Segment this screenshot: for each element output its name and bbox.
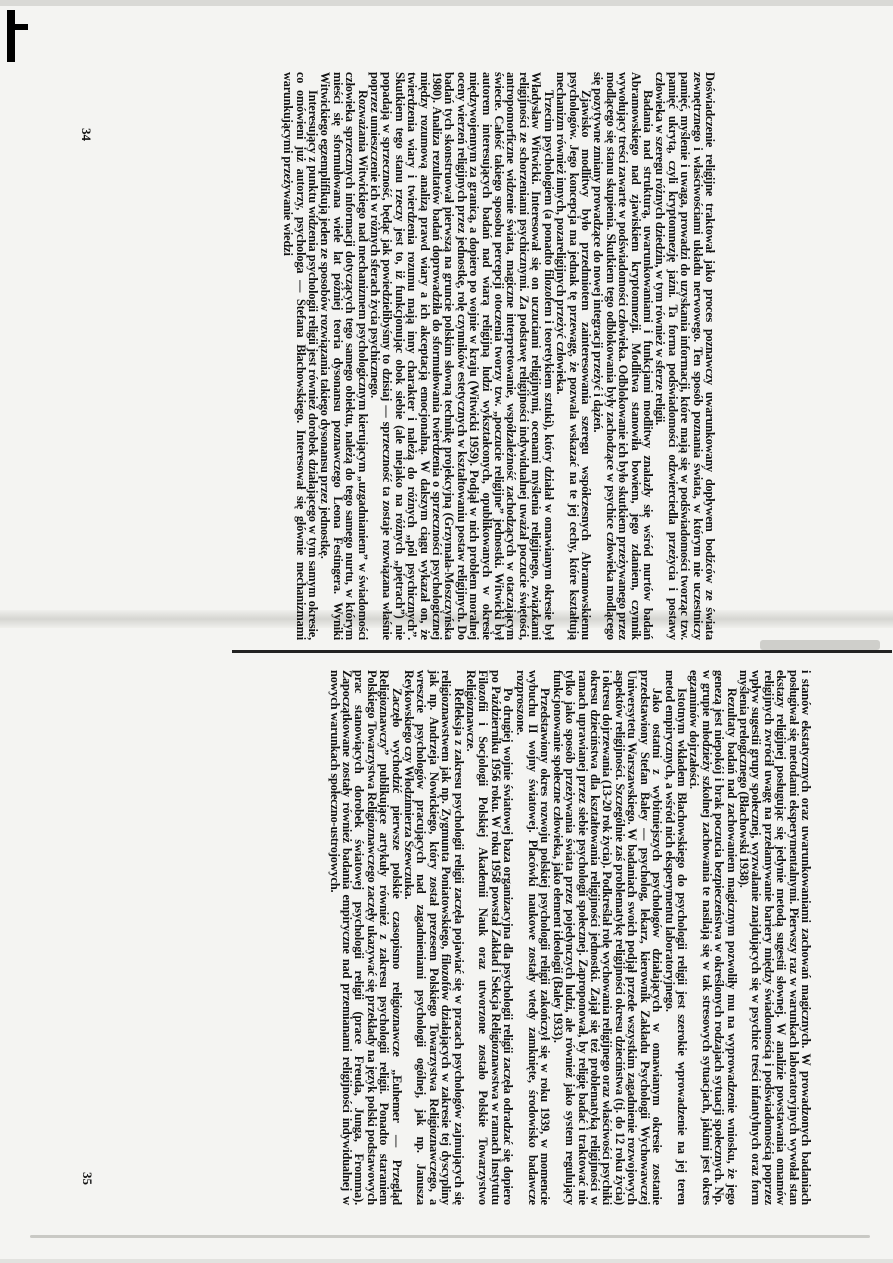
page-upper <box>118 72 716 640</box>
paragraph: Jako ostatni z wybitniejszych psychologów działających w omawianym okresie zostanie przedstawiony Stefan Baley — psycholog, lekarz, kierownik Zakładu Psychologii Wychowawczej Uniwersytetu Warszawskiego. W badaniach swoich podjął przede wszystkim zagadnienie rozwojowych aspektów religijności. Szczególnie zaś problematykę religijności okresu dzieciństwa (tj. do 12 roku życia) i okresu dojrzewania (13-20 rok życia). Podkreślał rolę wychowania religijnego oraz właściwości psychiki okresu dzieciństwa dla kształtowania religijności jednostki. Zajął się też problematyką religijności w ramach uprawianej przez siebie psychologii społecznej. Zaproponował, by religię badać i traktować nie tylko jako sposób przeżywania świata przez pojedynczych ludzi, ale również jako system regulujący funkcjonowanie społeczne człowieka, jako element ideologii (Baley 1933). <box>550 670 665 1205</box>
paragraph: Badania nad strukturą, uwarunkowaniami i funkcjami modlitwy znalazły się wśród nurtów badań Abramowskiego nad zjawiskiem kryptomnezji. Modlitwa stanowiła bowiem, jego zdaniem, czynnik wywołujący treści zawarte w podświadomości człowieka. Odblokowanie ich było skutkiem przeżywanego przez modlącego się stanu skupienia. Skutkiem tego odblokowania były zachodzące w psychice człowieka modlącego się pozytywne zmiany prowadzące do nowej integracji przeżyć i dążeń. <box>591 72 655 640</box>
scan-corner-tick <box>14 24 28 30</box>
paragraph: Interesujący z punktu widzenia psychologii religii jest również dorobek działającego w tym samym okresie, co omówieni już autorzy, psychologa — Stefana Błachowskiego. Interesował się głównie mechanizmami warunkującymi przeżywanie wiedzi <box>281 72 320 640</box>
paragraph: Po drugiej wojnie światowej baza organizacyjna dla psychologii religii zaczęła odradzać się dopiero po Październiku 1956 roku. W roku 1958 powstał Zakład i Sekcja Religioznawstwa w ramach Instytutu Filozofii i Socjologii Polskiej Akademii Nauk oraz utworzone zostało Polskie Towarzystwo Religioznawcze. <box>464 670 516 1205</box>
paragraph: Przedstawiony okres rozwoju polskiej psychologii religii zakończył się w roku 1939, w momencie wybuchu II wojny światowej. Placówki naukowe zostały wtedy zamknięte, środowisko badawcze rozproszone. <box>513 670 553 1205</box>
scan-edge-top <box>0 0 893 6</box>
paragraph: Rezultaty badań nad zachowaniem magicznym pozwoliły mu na wyprowadzenie wniosku, że jego genezą jest niepokój i brak poczucia bezpieczeństwa w określonych rodzajach sytuacji społecznych. Np. w grupie młodzieży szkolnej zachowania te nasilają się w tak stresowych sytuacjach, jakimi jest okres egzaminów dojrzałości. <box>687 670 739 1205</box>
paragraph: Doświadczenie religijne traktował jako proces poznawczy uwarunkowany dopływem bodźców ze świata zewnętrznego i właściwościami układu nerwowego. Ten sposób poznania świata, w którym nie uczestniczy pamięć, myślenie i uwaga, prowadzi do uzyskania informacji, które mają się w podświadomości tworząc tzw. pamięć ukrytą, czyli kryptomnezję jaźni. Ta forma podświadomości odzwierciedla przeżycia i postawy człowieka w szeregu różnych dziedzin, w tym również w sferze religii. <box>653 72 717 640</box>
page-fold-line <box>232 650 892 653</box>
page-number: 35 <box>80 1172 95 1185</box>
paragraph: Istotnym wkładem Błachowskiego do psychologii religii jest szerokie wprowadzenie na jej teren metod empirycznych, a wśród nich eksperymentu laboratoryjnego. <box>662 670 689 1205</box>
scan-corner-mark <box>7 10 15 62</box>
paragraph: Zjawisko modlitwy było przedmiotem zainteresowania szeregu współczesnych Abramowskiemu psychologów. Jego koncepcja ma jednak tę przewagę, że pozwala wskazać na te jej cechy, które kształtują mechanizm również innych, pozareligijnych przeżyć człowieka. <box>554 72 593 640</box>
scan-smudge-bottom <box>30 1235 870 1238</box>
scan-edge-bottom <box>0 1259 893 1263</box>
scan-smudge <box>760 640 880 650</box>
paragraph: Zaczęło wychodzić pierwsze polskie czasopismo religioznawcze „Euhemer — Przegląd Religioznawczy” publikujące artykuły również z zakresu psychologii religii. Ponadto staraniem Polskiego Towarzystwa Religioznawczego zaczęły ukazywać się przekłady na język polski podstawowych prac stanowiących dorobek światowej psychologii religii (prace Freuda, Junga, Fromma). Zapoczątkowane zostały również badania empiryczne nad przemianami religijności indywidualnej w nowych warunkach społeczno-ustrojowych. <box>327 670 404 1205</box>
paragraph: Trzecim psychologiem (a ponadto filozofem i teoretykiem sztuki), który działał w omawianym okresie był Władysław Witwicki. Interesował się on uczuciami religijnymi, ocenami myślenia religijnego, związkami religijności ze schorzeniami psychicznymi. Za podstawę religijności indywidualnej uważał poczucie świętości, antropomorficzne widzenie świata, magiczne interpretowanie, współzależność zachodzących w otaczającym świecie. Całość takiego sposobu percepcji otoczenia tworzy tzw. „poczucie religijne” jednostki. Witwicki był autorem interesujących badań nad wiarą religijną ludzi wykształconych, opublikowanych w okresie międzywojennym za granicą, a dopiero po wojnie w kraju (Witwicki 1959). Podjął w nich problem moralnej oceny wierzeń religijnych przez jednostkę, rolę czynników estetycznych w kształtowaniu postaw religijnych. Do badań tych skonstruował pierwszą na gruncie polskim słowną technikę projekcyjną (Grzymała-Moszczyńska 1980). Analiza rezultatów badań doprowadziła do sformułowania twierdzenia o sprzeczności psychologicznej między rozumową analizą prawd wiary a ich akceptacją emocjonalną. W dalszym ciągu wykazał on, że twierdzenia wiary i twierdzenia rozumu mają inny charakter i należą do różnych „pól psychicznych”. Skutkiem tego stanu rzeczy jest to, iż funkcjonując obok siebie (ale niejako na różnych „piętrach”) nie popadają w sprzeczność, będąc jak powiedzielibyśmy to dzisiaj — sprzeczność ta zostaje rozwiązana właśnie poprzez umieszczenie ich w różnych sferach życia psychicznego. <box>368 72 556 640</box>
paragraph: i stanów ekstatycznych oraz uwarunkowaniami zachowań magicznych. W prowadzonych badaniach posługiwał się metodami eksperymentalnymi. Pierwszy raz w warunkach laboratoryjnych wywołał stan ekstazy religijnej posługując się jedynie metodą sugestii słownej. W analizie powstawania omamów religijnych zwrócił uwagę na przełamywanie bariery między świadomością i podświadomością poprzez wpływ sugestii grupy społecznej, wyzwalanie znajdujących się w psychice treści infantylnych oraz form myślenia prelogicznego (Błachowski 1938). <box>736 670 813 1205</box>
page-number: 34 <box>79 128 94 141</box>
page-lower <box>112 670 812 1205</box>
paragraph: Rozważania Witwickiego nad mechanizmem psychologicznym kierującym „uzgadnianiem” w świadomości człowieka sprzecznych informacji dotyczących tego samego obiektu, należą do tego samego nurtu, w którym mieści się sformułowana wiele lat później teoria dysonansu poznawczego Leona Festingera. Wyniki Witwickiego egzemplifikują jeden ze sposobów rozwiązania takiego dysonansu przez jednostkę. <box>318 72 370 640</box>
paragraph: Refleksja z zakresu psychologii religii zaczęła pojawiać się w pracach psychologów zajmujących się religioznawstwem jak np. Zygmunta Poniatowskiego, filozofów działających w zakresie tej dyscypliny jak np. Andrzeja Nowickiego, który został prezesem Polskiego Towarzystwa Religioznawczego, a wreszcie psychologów pracujących nad zagadnieniami psychologii ogólnej, jak np. Janusza Reykowskiego czy Włodzimierza Szewczuka. <box>402 670 466 1205</box>
